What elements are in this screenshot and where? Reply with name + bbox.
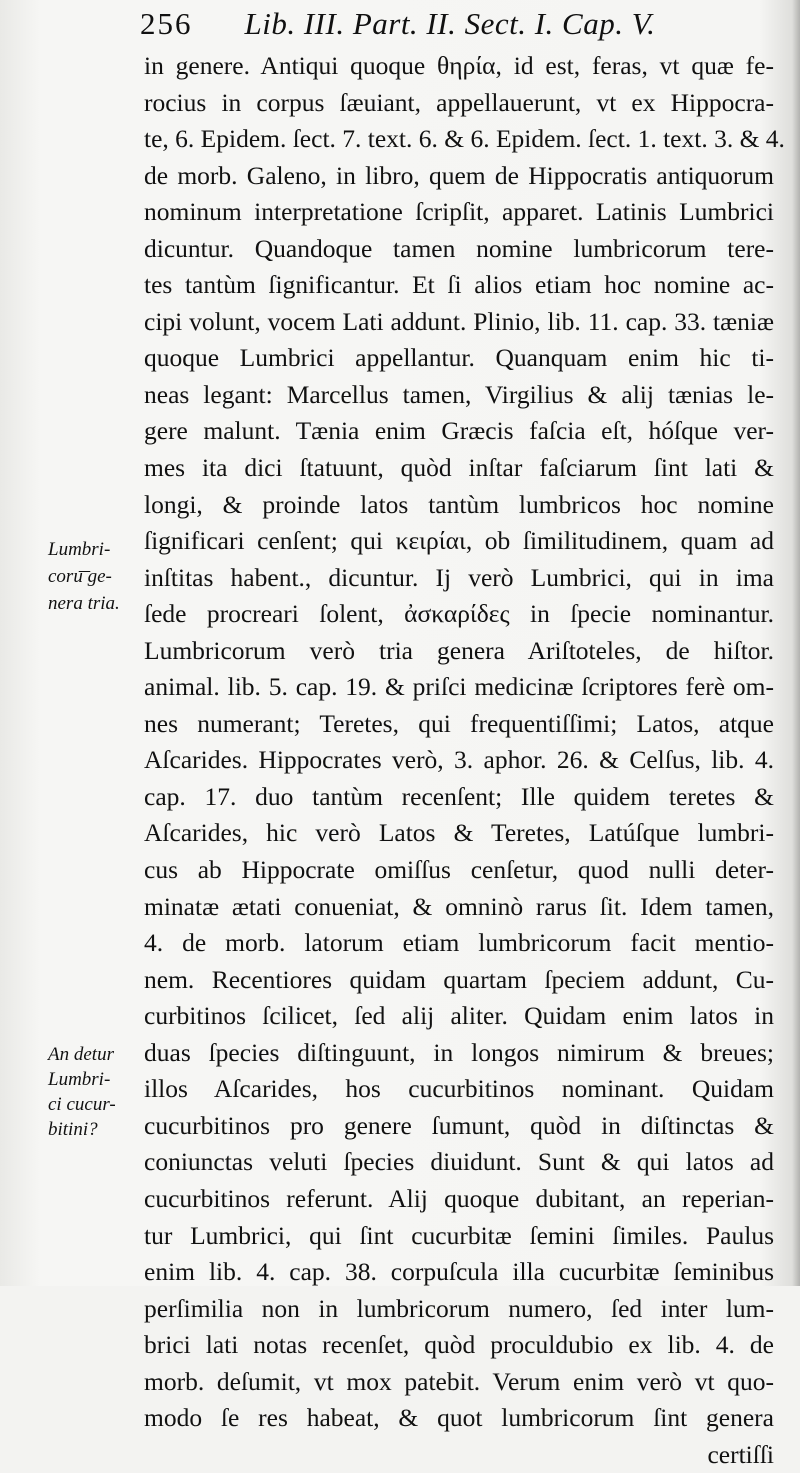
marginal-note-an-detur [48,1042,140,1142]
marginal-note-line: nera tria. [48,593,120,614]
marginal-note-line: bitini? [48,1119,98,1140]
text-line: curbitinos ſcilicet, ſed alij aliter. Quidam enim latos in [144,1001,774,1031]
text-line: perſimilia non in lumbricorum numero, ſed inter lum- [144,1293,774,1323]
marginal-note-line: An detur [48,1044,114,1065]
text-line: te, 6. Epidem. ſect. 7. text. 6. & 6. Epidem. ſect. 1. text. 3. & 4. [144,124,785,154]
text-line: longi, & proinde latos tantùm lumbricos hoc nomine [144,489,774,519]
main-text-block [144,48,785,1473]
text-line: morb. deſumit, vt mox patebit. Verum enim verò vt quo- [144,1366,774,1396]
text-line: mes ita dici ſtatuunt, quòd inſtar faſciarum ſint lati & [144,453,774,483]
text-line: duas ſpecies diſtinguunt, in longos nimirum & breues; [144,1037,774,1067]
text-line: nes numerant; Teretes, qui frequentiſſimi; Latos, atque [144,708,774,738]
text-line: dicuntur. Quandoque tamen nomine lumbricorum tere- [144,233,774,263]
marginal-note-line: coru͞ ge- [48,566,112,587]
text-line: ſignificari cenſent; qui κειρίαι, ob ſimilitudinem, quam ad [144,526,774,556]
text-line: Aſcarides, hic verò Latos & Teretes, Latúſque lumbri- [144,818,774,848]
text-line: Aſcarides. Hippocrates verò, 3. aphor. 26. & Celſus, lib. 4. [144,745,774,775]
page-gutter-shadow [792,0,800,1286]
text-line: rocius in corpus ſæuiant, appellauerunt, vt ex Hippocra- [144,87,774,117]
text-line: tes tantùm ſignificantur. Et ſi alios etiam hoc nomine ac- [144,270,774,300]
running-header [140,6,790,50]
text-line: coniunctas veluti ſpecies diuidunt. Sunt & qui latos ad [144,1147,774,1177]
marginal-note-line: ci cucur- [48,1094,116,1115]
text-line: minatæ ætati conueniat, & omninò rarus ſit. Idem tamen, [144,891,774,921]
text-line: enim lib. 4. cap. 38. corpuſcula illa cucurbitæ ſeminibus [144,1257,774,1287]
text-line: brici lati notas recenſet, quòd proculdubio ex lib. 4. de [144,1330,774,1360]
text-line: modo ſe res habeat, & quot lumbricorum ſint genera [144,1403,774,1433]
text-line: illos Aſcarides, hos cucurbitinos nominant. Quidam [144,1074,774,1104]
marginal-note-lumbricorum-genera [48,536,140,617]
running-title: Lib. III. Part. II. Sect. I. Cap. V. [244,6,656,41]
text-line: cipi volunt, vocem Lati addunt. Plinio, lib. 11. cap. 33. tæniæ [144,306,774,336]
text-line: neas legant: Marcellus tamen, Virgilius & alij tænias le- [144,379,774,409]
catchword: certiſſi [707,1439,774,1469]
text-line: 4. de morb. latorum etiam lumbricorum facit mentio- [144,928,774,958]
text-line: nominum interpretatione ſcripſit, apparet. Latinis Lumbrici [144,197,774,227]
text-line: cus ab Hippocrate omiſſus cenſetur, quod nulli deter- [144,855,774,885]
text-line: de morb. Galeno, in libro, quem de Hippocratis antiquorum [144,160,774,190]
text-line: tur Lumbrici, qui ſint cucurbitæ ſemini ſimiles. Paulus [144,1220,774,1250]
text-line: cucurbitinos pro genere ſumunt, quòd in diſtinctas & [144,1110,774,1140]
marginal-note-line: Lumbri- [48,1069,111,1090]
text-line: nem. Recentiores quidam quartam ſpeciem addunt, Cu- [144,964,774,994]
text-line: in genere. Antiqui quoque θηρία, id est, feras, vt quæ fe- [144,51,774,80]
text-line: ſede procreari ſolent, ἀσκαρίδες in ſpecie nominantur. [144,599,774,629]
text-line: animal. lib. 5. cap. 19. & priſci medicinæ ſcriptores ferè om- [144,672,774,702]
marginal-note-line: Lumbri- [48,539,111,560]
text-line: quoque Lumbrici appellantur. Quanquam enim hic ti- [144,343,774,373]
text-line: Lumbricorum verò tria genera Ariſtoteles, de hiſtor. [144,635,774,665]
text-line: cucurbitinos referunt. Alij quoque dubitant, an reperian- [144,1183,774,1213]
text-line: cap. 17. duo tantùm recenſent; Ille quidem teretes & [144,781,774,811]
text-line: gere malunt. Tænia enim Græcis faſcia eſt, hóſque ver- [144,416,774,446]
text-line: inſtitas habent., dicuntur. Ij verò Lumbrici, qui in ima [144,562,774,592]
page-number: 256 [140,6,193,41]
